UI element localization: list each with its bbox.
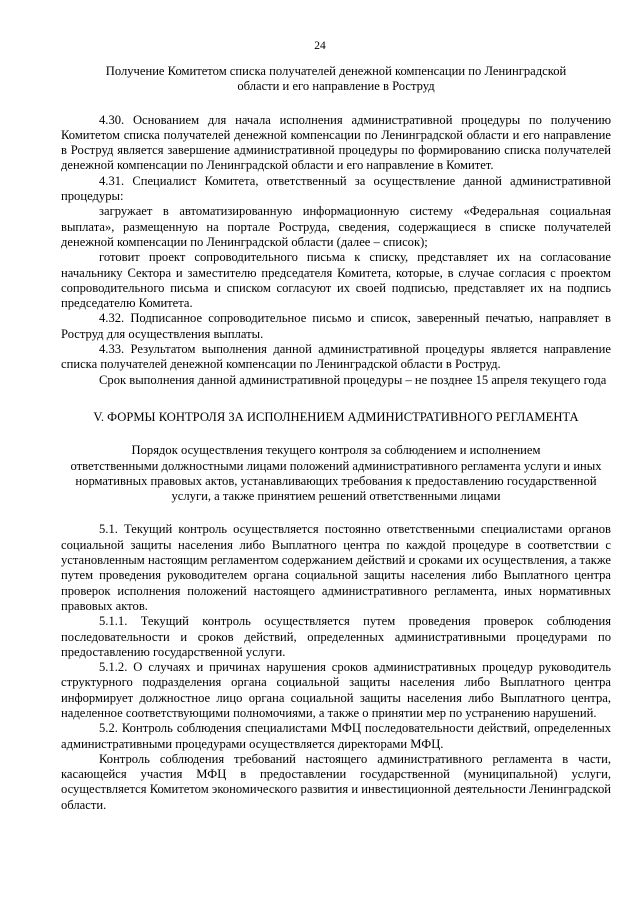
- subsection-title-line: Порядок осуществления текущего контроля за соблюдением и исполнением: [131, 443, 541, 458]
- paragraph: готовит проект сопроводительного письма к списку, представляет их на согласование начальнику Сектора и заместителю председателя Комитета, которые, в случае согласия с проектом сопроводительного письма и списком согласуют их своей подписью, представляет их на подпись председателю Комитета.: [61, 250, 611, 311]
- paragraph: Срок выполнения данной административной процедуры – не позднее 15 апреля текущего года: [99, 372, 607, 387]
- subsection-title-line: нормативных правовых актов, устанавливающих требования к предоставлению государственной: [75, 473, 597, 488]
- subsection-title: [61, 443, 611, 504]
- paragraph: 4.32. Подписанное сопроводительное письмо и список, заверенный печатью, направляет в Роструд для осуществления выплаты.: [61, 311, 611, 341]
- page-number: 24: [314, 40, 326, 52]
- paragraph: Контроль соблюдения требований настоящего административного регламента в части, касающейся участия МФЦ в предоставлении государственной (муниципальной) услуги, осуществляется Комитетом экономического развития и инвестиционной деятельности Ленинградской области.: [61, 751, 611, 812]
- paragraph: 5.1.2. О случаях и причинах нарушения сроков административных процедур руководитель структурного подразделения органа социальной защиты населения либо Выплатного центра информирует должностное лицо органа социальной защиты населения либо Выплатного центра, наделенное соответствующими полномочиями, а также о принятии мер по устранению нарушений.: [61, 660, 611, 720]
- document-body: [61, 64, 611, 813]
- paragraph: 4.33. Результатом выполнения данной административной процедуры является направление списка получателей денежной компенсации по Ленинградской области в Роструд.: [61, 342, 611, 372]
- paragraph: 4.31. Специалист Комитета, ответственный за осуществление данной административной процедуры:: [61, 173, 611, 204]
- paragraph: 5.2. Контроль соблюдения специалистами МФЦ последовательности действий, определенных административными процедурами осуществляется директорами МФЦ.: [61, 721, 611, 751]
- paragraph: 5.1.1. Текущий контроль осуществляется путем проведения проверок соблюдения последовательности и сроков действий, определенных административными процедурами по предоставлению государственной услуги.: [61, 614, 611, 659]
- section-title-line: Получение Комитетом списка получателей денежной компенсации по Ленинградской: [105, 64, 567, 78]
- subsection-title-line: ответственными должностными лицами положений административного регламента услуги и иных: [70, 458, 602, 473]
- paragraph: 4.30. Основанием для начала исполнения административной процедуры по получению Комитетом списка получателей денежной компенсации по Ленинградской области и его направление в Роструд является завершение административной процедуры по формированию списка получателей денежной компенсации по Ленинградской области и его направление в Комитет.: [61, 112, 611, 173]
- subsection-title-line: услуги, а также принятием решений ответственными лицами: [171, 489, 501, 504]
- section-title: [61, 64, 611, 95]
- section-title-line: области и его направление в Роструд: [237, 79, 435, 94]
- chapter-heading: V. ФОРМЫ КОНТРОЛЯ ЗА ИСПОЛНЕНИЕМ АДМИНИСТРАТИВНОГО РЕГЛАМЕНТА: [93, 409, 579, 424]
- paragraph: 5.1. Текущий контроль осуществляется постоянно ответственными специалистами органов социальной защиты населения либо Выплатного центра по каждой процедуре в соответствии с установленным настоящим регламентом содержанием действий и сроками их осуществления, а также путем проведения руководителем органа социальной защиты населения либо Выплатного центра проверок исполнения положений настоящего административного регламента, иных нормативных правовых актов.: [61, 522, 611, 613]
- paragraph: загружает в автоматизированную информационную систему «Федеральная социальная выплата», размещенную на портале Роструда, сведения, содержащиеся в списке получателей денежной компенсации по Ленинградской области (далее – список);: [61, 204, 611, 249]
